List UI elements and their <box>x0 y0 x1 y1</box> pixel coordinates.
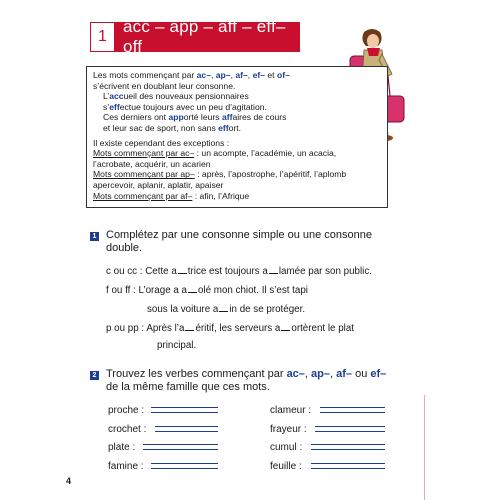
rule-intro: Les mots commençant par ac–, ap–, af–, ef– et of– <box>93 70 290 80</box>
answer-line[interactable] <box>320 407 385 413</box>
blank-input[interactable] <box>178 264 187 274</box>
answer-line[interactable] <box>151 463 218 469</box>
exercise-1-instruction: Complétez par une consonne simple ou une consonne double. <box>106 229 373 254</box>
exception-af: Mots commençant par af– : afin, l’Afrique <box>93 190 250 201</box>
exercise-1-line-5: principal. <box>157 340 197 351</box>
word-label: clameur : <box>270 405 312 416</box>
blank-input[interactable] <box>269 264 278 274</box>
rule-example-2: s’effectue toujours avec un peu d’agitation. <box>103 101 267 112</box>
rule-intro-end: s’écrivent en doublant leur consonne. <box>93 80 236 91</box>
page-number: 4 <box>66 476 72 486</box>
exceptions-intro: Il existe cependant des exceptions : <box>93 137 230 148</box>
exercise-1-line-2: f ou ff : L’orage a a olé mon chiot. Il s’est tapi <box>106 285 308 296</box>
answer-line[interactable] <box>151 407 218 413</box>
blank-input[interactable] <box>185 321 194 331</box>
word-label: plate : <box>108 442 136 453</box>
exception-ap-cont: apercevoir, aplanir, aplatir, apaiser <box>93 179 224 190</box>
section-number: 1 <box>90 22 115 52</box>
exercise-2-instruction: Trouvez les verbes commençant par ac–, ap–, af– ou ef– de la même famille que ces mots. <box>106 368 387 393</box>
blank-input[interactable] <box>219 302 228 312</box>
word-label: famine : <box>108 461 144 472</box>
rule-example-4: et leur sac de sport, non sans effort. <box>103 122 242 133</box>
answer-line[interactable] <box>311 444 385 450</box>
exercise-1-line-4: p ou pp : Après l’a éritif, les serveurs a ortèrent le plat <box>106 323 355 334</box>
rule-example-1: L’accueil des nouveaux pensionnaires <box>103 91 249 102</box>
exercise-1-line-1: c ou cc : Cette a trice est toujours a lamée par son public. <box>106 266 372 277</box>
exercise-1-line-3: sous la voiture a in de se protéger. <box>147 304 306 315</box>
section-title-bar <box>90 17 300 56</box>
exercise-1-number: 1 <box>90 232 99 241</box>
exercise-2-number: 2 <box>90 371 99 380</box>
blank-input[interactable] <box>188 283 197 293</box>
rule-box <box>86 66 388 208</box>
exception-ac-cont: l’acrobate, acquérir, un acarien <box>93 158 211 169</box>
blank-input[interactable] <box>281 321 290 331</box>
section-title: acc – app – aff – eff– off <box>115 22 300 52</box>
word-label: frayeur : <box>270 424 307 435</box>
answer-line[interactable] <box>155 426 218 432</box>
rule-example-3: Ces derniers ont apporté leurs affaires de cours <box>103 112 287 123</box>
word-label: cumul : <box>270 442 303 453</box>
answer-line[interactable] <box>143 444 218 450</box>
margin-rule <box>424 395 425 500</box>
answer-line[interactable] <box>311 463 385 469</box>
exception-ac: Mots commençant par ac– : un acompte, l’académie, un acacia, <box>93 148 337 159</box>
word-label: feuille : <box>270 461 302 472</box>
word-label: crochet : <box>108 424 147 435</box>
word-label: proche : <box>108 405 145 416</box>
answer-line[interactable] <box>315 426 385 432</box>
exception-ap: Mots commençant par ap– : après, l’apostrophe, l’apéritif, l’aplomb <box>93 169 347 180</box>
